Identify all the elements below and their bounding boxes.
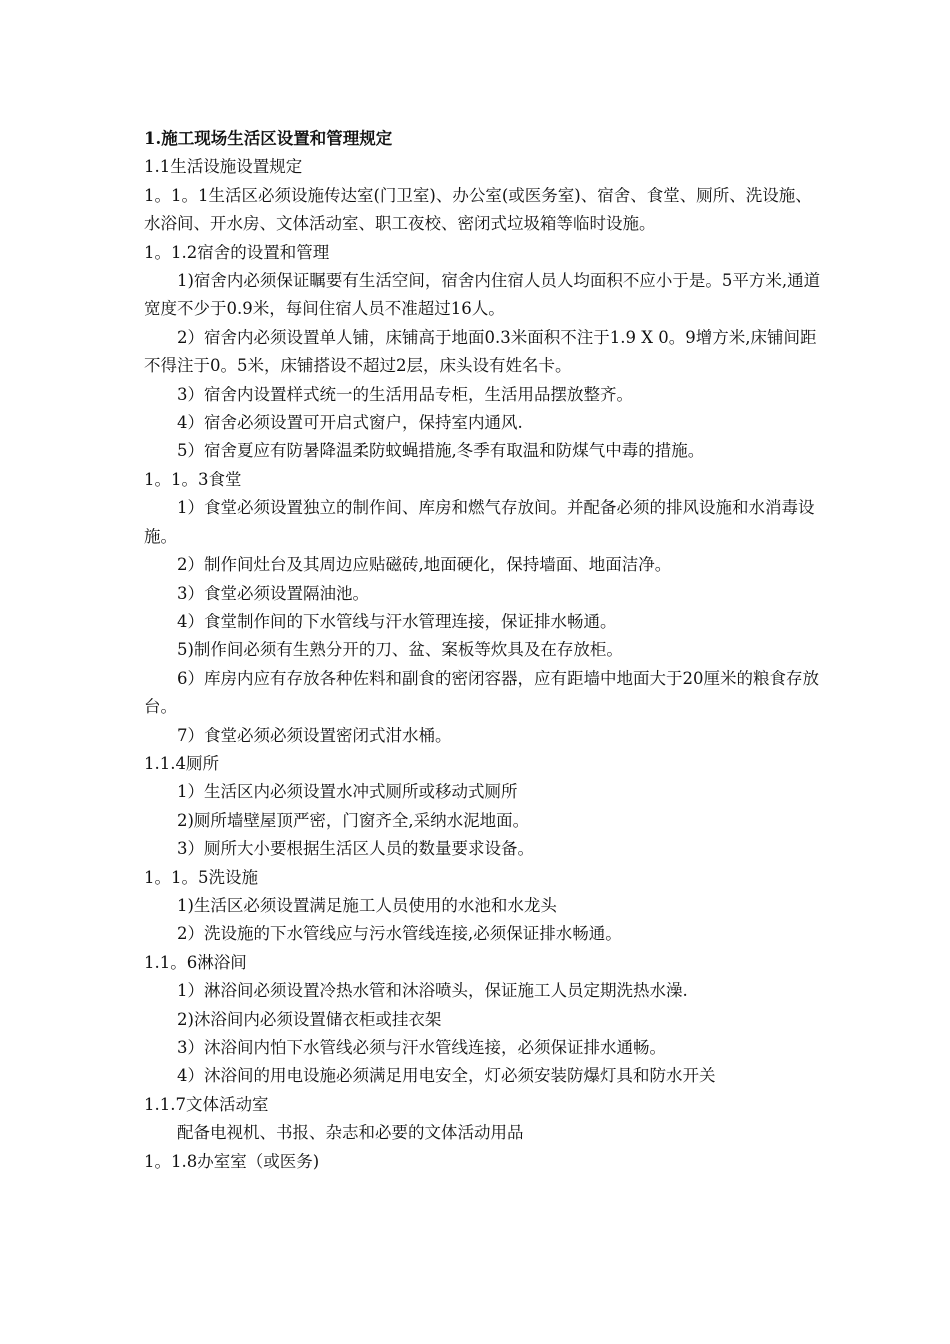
paragraph-line: 3）食堂必须设置隔油池。 <box>177 583 369 603</box>
paragraph-line: 3）宿舍内设置样式统一的生活用品专柜，生活用品摆放整齐。 <box>177 384 633 404</box>
paragraph-line: 1。1.2宿舍的设置和管理 <box>144 242 330 262</box>
paragraph-line: 4）宿舍必须设置可开启式窗户，保持室内通风. <box>177 413 523 433</box>
paragraph-line: 1。1.8办室室（或医务) <box>144 1151 320 1171</box>
paragraph-line: 4）沐浴间的用电设施必须满足用电安全，灯必须安装防爆灯具和防水开关 <box>177 1066 716 1086</box>
paragraph-line: 1.1.4厕所 <box>144 753 219 773</box>
paragraph-line: 3）厕所大小要根据生活区人员的数量要求设备。 <box>177 839 534 859</box>
paragraph-line: 1.1.7文体活动室 <box>144 1094 269 1114</box>
document-lines <box>144 153 824 1176</box>
paragraph-line: 6）库房内应有存放各种佐料和副食的密闭容器，应有距墙中地面大于20厘米的粮食存放台。 <box>144 668 819 717</box>
paragraph-line: 1。1。5洗设施 <box>144 867 258 887</box>
paragraph-line: 1.1生活设施设置规定 <box>144 157 303 177</box>
paragraph-line: 配备电视机、书报、杂志和必要的文体活动用品 <box>177 1123 524 1143</box>
paragraph-line: 2)厕所墙壁屋顶严密，门窗齐全,采纳水泥地面。 <box>177 810 530 830</box>
document-title: 1.施工现场生活区设置和管理规定 <box>144 129 393 148</box>
paragraph-line: 1.1。6淋浴间 <box>144 952 247 972</box>
paragraph-line: 1。1。1生活区必须设施传达室(门卫室)、办公室(或医务室)、宿舍、食堂、厕所、洗设施、水浴间、开水房、文体活动室、职工夜校、密闭式垃圾箱等临时设施。 <box>144 185 812 234</box>
paragraph-line: 7）食堂必须必须设置密闭式泔水桶。 <box>177 725 452 745</box>
paragraph-line: 1）食堂必须设置独立的制作间、库房和燃气存放间。并配备必须的排风设施和水消毒设施。 <box>144 498 815 546</box>
document-body <box>144 125 824 1176</box>
paragraph-line: 5)制作间必须有生熟分开的刀、盆、案板等炊具及在存放柜。 <box>177 640 623 660</box>
paragraph-line: 4）食堂制作间的下水管线与汗水管理连接，保证排水畅通。 <box>177 611 617 631</box>
paragraph-line: 1）生活区内必须设置水冲式厕所或移动式厕所 <box>177 782 518 802</box>
paragraph-line: 1)生活区必须设置满足施工人员使用的水池和水龙头 <box>177 895 557 915</box>
paragraph-line: 3）沐浴间内怕下水管线必须与汗水管线连接，必须保证排水通畅。 <box>177 1038 666 1057</box>
paragraph-line: 1)宿舍内必须保证瞩要有生活空间，宿舍内住宿人员人均面积不应小于是。5平方米,通道宽度不少于0.9米，每间住宿人员不准超过16人。 <box>144 271 821 319</box>
paragraph-line: 1。1。3食堂 <box>144 469 242 489</box>
paragraph-line: 1）淋浴间必须设置冷热水管和沐浴喷头，保证施工人员定期洗热水澡. <box>177 981 688 1001</box>
paragraph-line: 2)沐浴间内必须设置储衣柜或挂衣架 <box>177 1009 442 1029</box>
paragraph-line: 2）宿舍内必须设置单人铺，床铺高于地面0.3米面积不注于1.9 X 0。9增方米,床铺间距不得注于0。5米，床铺搭设不超过2层，床头设有姓名卡。 <box>144 327 817 376</box>
paragraph-line: 2）制作间灶台及其周边应贴磁砖,地面硬化，保持墙面、地面洁净。 <box>177 555 672 575</box>
paragraph-line: 5）宿舍夏应有防暑降温柔防蚊蝇措施,冬季有取温和防煤气中毒的措施。 <box>177 441 705 461</box>
paragraph-line: 2）洗设施的下水管线应与污水管线连接,必须保证排水畅通。 <box>177 924 622 944</box>
